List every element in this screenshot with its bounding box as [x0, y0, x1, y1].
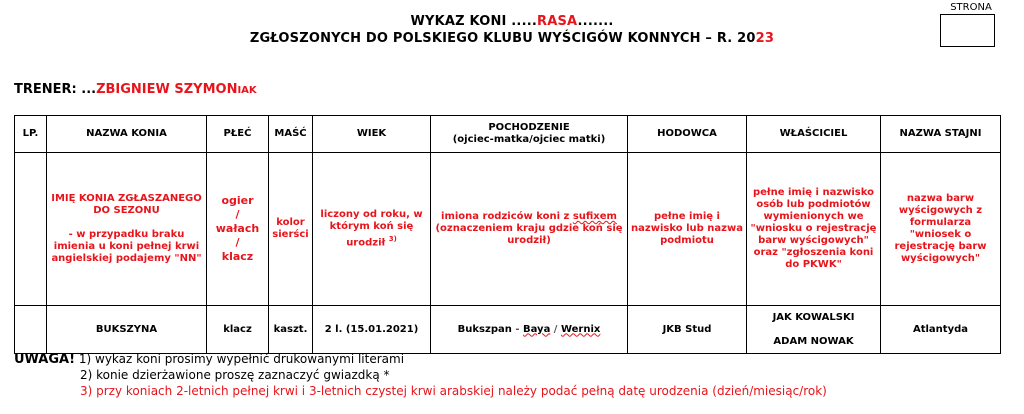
title-dots: ....... [577, 14, 614, 29]
note-3: 3) przy koniach 2-letnich pełnej krwi i 3-letnich czystej krwi arabskiej należy podać pełną datę urodzenia (dzień/miesiąc/rok) [80, 384, 827, 398]
header-row [15, 116, 1001, 153]
desc-wiek [313, 153, 431, 306]
col-nazwa: NAZWA KONIA [47, 116, 207, 153]
ex-poch-sep2: / [550, 323, 561, 335]
horse-table [14, 115, 1001, 354]
desc-poch-pre: imiona rodziców koni z [441, 211, 573, 222]
desc-wlasciciel: pełne imię i nazwisko osób lub podmiotów wymienionych we "wniosku o rejestrację barw wyścigowych" oraz "zgłoszenia koni do PKWK" [747, 153, 881, 306]
strona-box[interactable] [940, 14, 995, 47]
subtitle-text: ZGŁOSZONYCH DO POLSKIEGO KLUBU WYŚCIGÓW KONNYCH – R. 20 [249, 31, 756, 46]
col-pochodzenie-sub: (ojciec-matka/ojciec matki) [452, 134, 606, 145]
ex-masc[interactable]: kaszt. [269, 306, 313, 354]
trainer-line [14, 82, 257, 97]
ex-poch-damsire: Wernix [560, 323, 601, 335]
desc-plec [207, 153, 269, 306]
note-2: 2) konie dzierżawione proszę zaznaczyć gwiazdką * [80, 368, 390, 382]
trainer-name-suffix: IAK [237, 85, 257, 96]
ex-wiek[interactable]: 2 l. (15.01.2021) [313, 306, 431, 354]
col-lp: LP. [15, 116, 47, 153]
col-wiek: WIEK [313, 116, 431, 153]
col-hodowca: HODOWCA [628, 116, 747, 153]
ex-poch-dam: Baya [522, 323, 551, 335]
strona-label: STRONA [950, 2, 992, 13]
title-rasa: RASA [537, 14, 578, 29]
example-row [15, 306, 1001, 354]
ex-lp[interactable] [15, 306, 47, 354]
col-plec: PŁEĆ [207, 116, 269, 153]
notes-line-1 [14, 351, 404, 368]
desc-wiek-sup: 3) [388, 234, 397, 243]
desc-stajnia: nazwa barw wyścigowych z formularza "wniosek o rejestrację barw wyścigowych" [881, 153, 1001, 306]
desc-wiek-text: liczony od roku, w którym koń się urodził [320, 208, 423, 249]
desc-pochodzenie [431, 153, 628, 306]
desc-nazwa-1: IMIĘ KONIA ZGŁASZANEGO DO SEZONU [51, 193, 202, 216]
trainer-label: TRENER: ... [14, 82, 97, 97]
desc-masc: kolor sierści [269, 153, 313, 306]
desc-hodowca: pełne imię i nazwisko lub nazwa podmiotu [628, 153, 747, 306]
desc-plec-2: wałach [215, 222, 260, 235]
ex-plec[interactable]: klacz [207, 306, 269, 354]
desc-nazwa-2: - w przypadku braku imienia u koni pełnej krwi angielskiej podajemy "NN" [51, 229, 202, 264]
ex-hodowca[interactable]: JKB Stud [628, 306, 747, 354]
ex-nazwa[interactable]: BUKSZYNA [47, 306, 207, 354]
desc-lp [15, 153, 47, 306]
ex-owner-1: JAK KOWALSKI [772, 311, 855, 323]
description-row [15, 153, 1001, 306]
desc-plec-1: ogier [221, 194, 254, 207]
col-masc: MAŚĆ [269, 116, 313, 153]
col-pochodzenie-title: POCHODZENIE [488, 122, 570, 133]
col-stajnia: NAZWA STAJNI [881, 116, 1001, 153]
desc-plec-sep1: / [235, 208, 240, 221]
ex-poch-sep1: - [511, 323, 523, 335]
notes-label: UWAGA! [14, 352, 76, 367]
desc-plec-sep2: / [235, 236, 240, 249]
trainer-name: ZBIGNIEW SZYMON [96, 82, 238, 97]
ex-stajnia[interactable]: Atlantyda [881, 306, 1001, 354]
note-1: 1) wykaz koni prosimy wypełnić drukowanymi literami [78, 352, 405, 366]
col-pochodzenie [431, 116, 628, 153]
title-text: WYKAZ KONI ..... [410, 14, 537, 29]
ex-pochodzenie[interactable] [431, 306, 628, 354]
desc-nazwa [47, 153, 207, 306]
ex-wlasciciel[interactable] [747, 306, 881, 354]
col-wlasciciel: WŁAŚCICIEL [747, 116, 881, 153]
title-line-1 [0, 14, 1024, 29]
desc-poch-sufix: sufixem [572, 211, 617, 222]
ex-poch-sire: Bukszpan [457, 323, 512, 335]
ex-owner-2: ADAM NOWAK [773, 335, 854, 347]
subtitle-year: 23 [755, 31, 775, 46]
title-line-2 [0, 31, 1024, 46]
desc-poch-post: (oznaczeniem kraju gdzie koń się urodził) [435, 223, 623, 246]
desc-plec-3: klacz [221, 250, 254, 263]
